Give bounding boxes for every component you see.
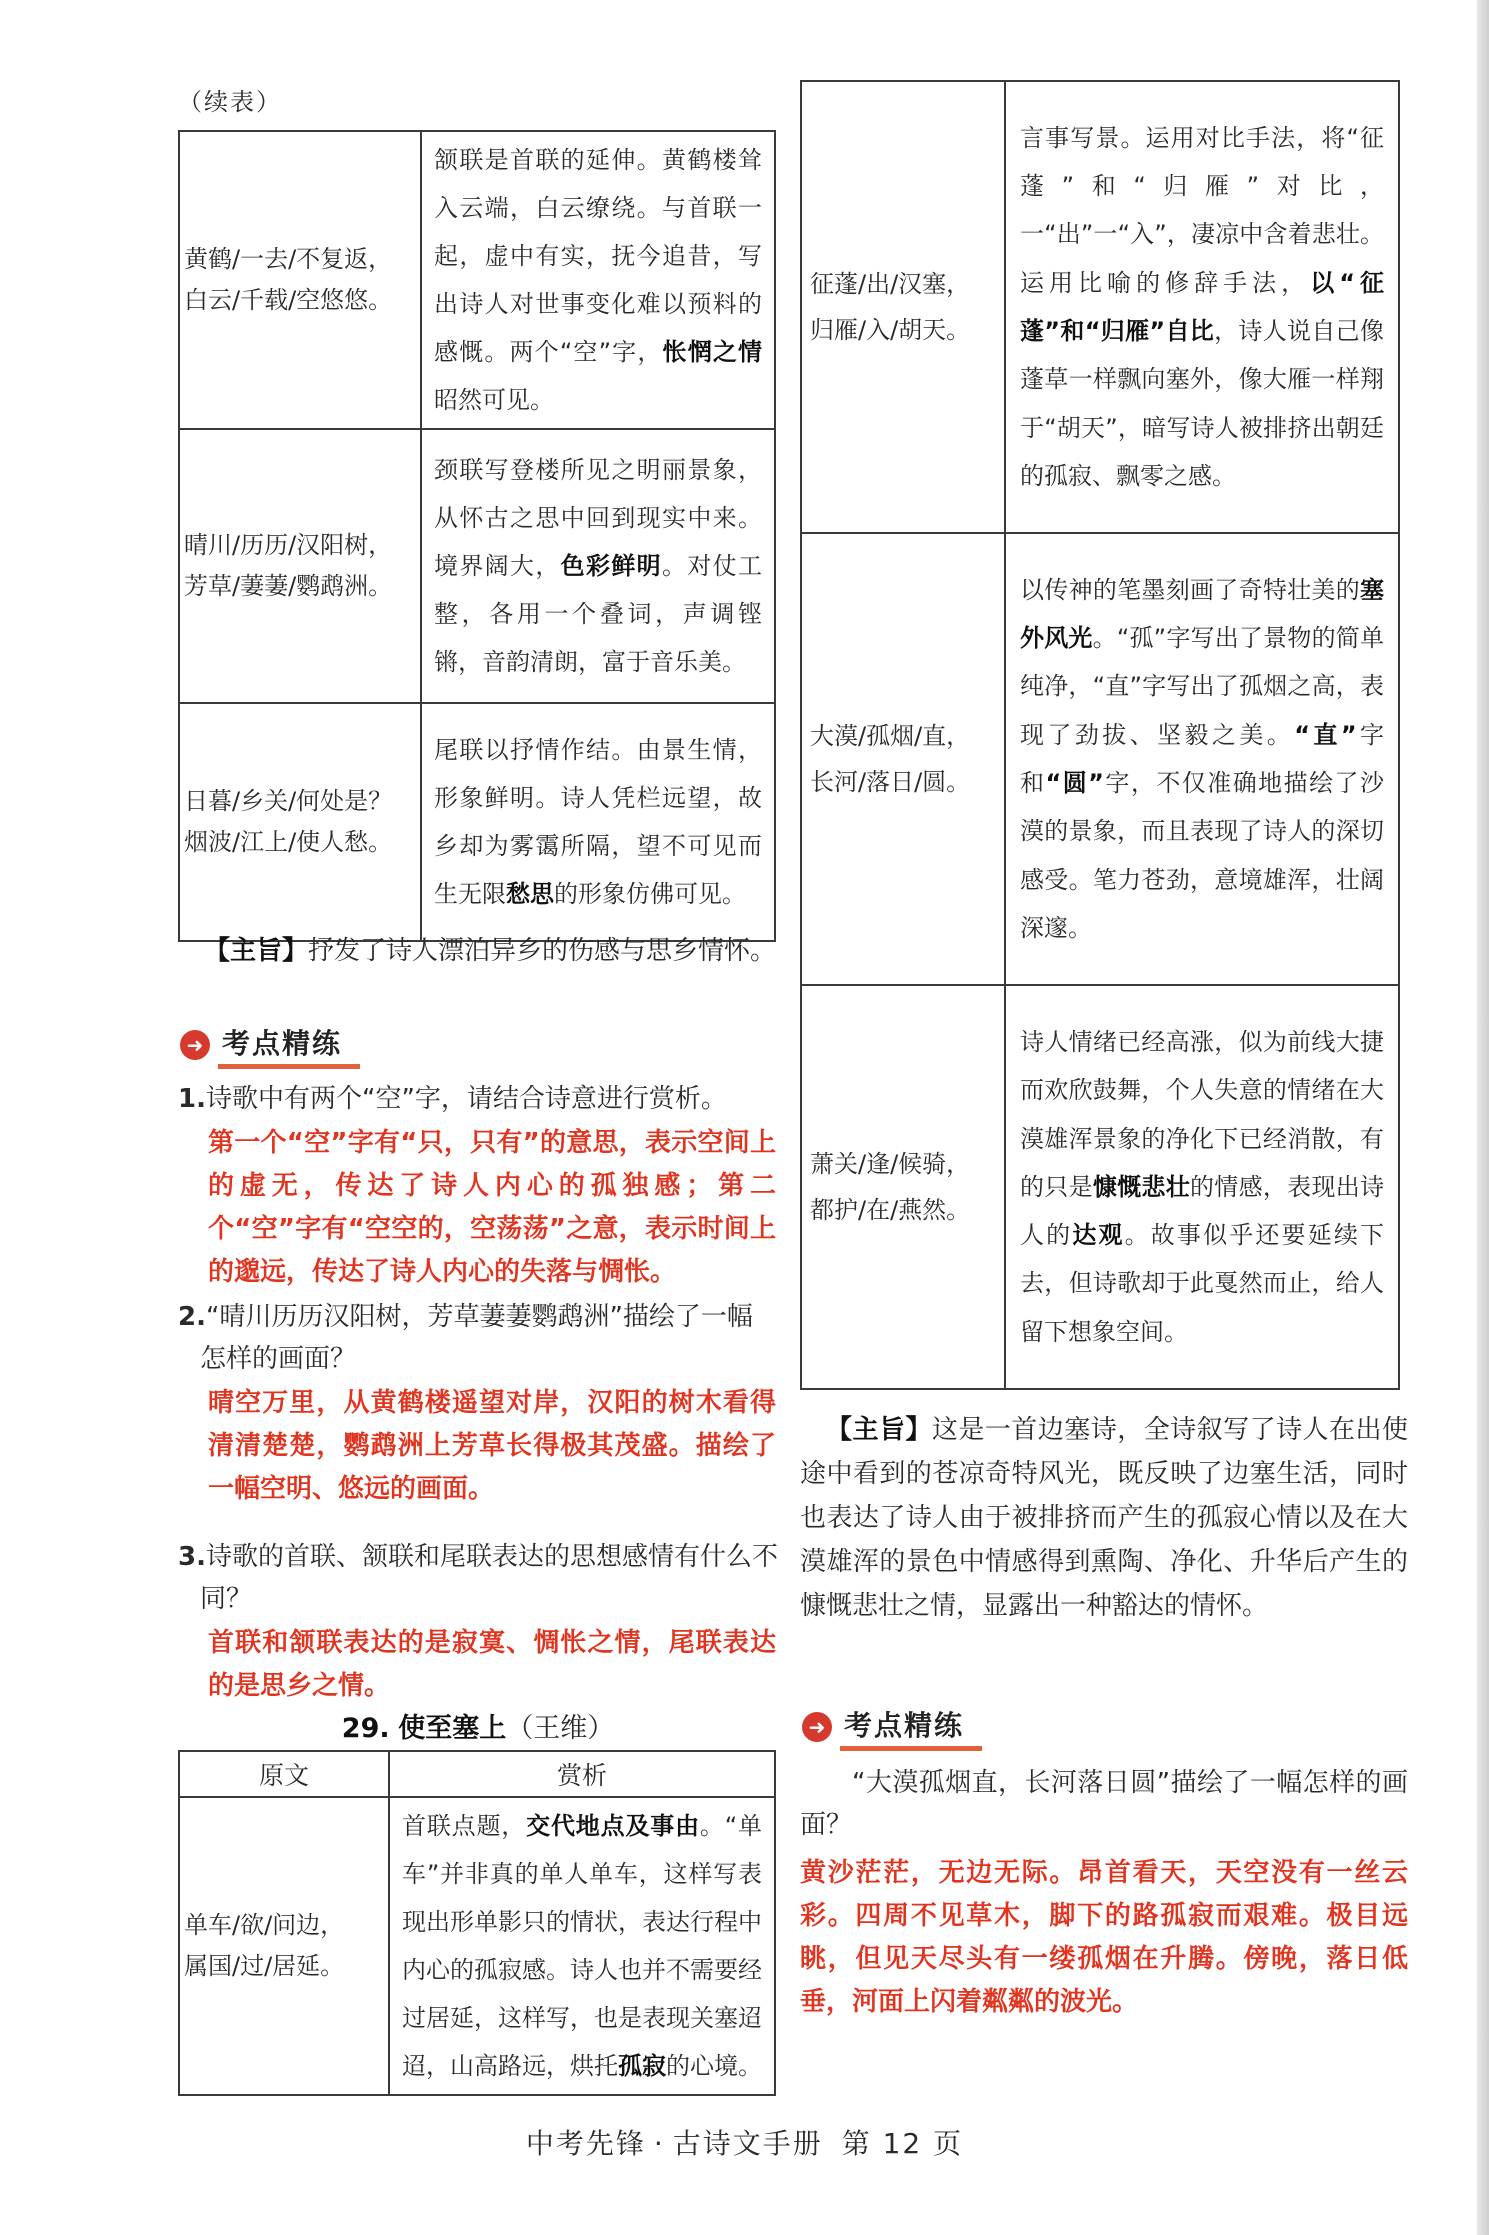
analysis-keyword: 塞外风光 (1020, 575, 1384, 653)
question: “大漠孤烟直，长河落日圆”描绘了一幅怎样的画面？ (800, 1768, 1408, 1840)
poem-line-cell (801, 81, 1005, 533)
question-number: 3. (178, 1542, 206, 1572)
question-text: 诗歌中有两个“空”字，请结合诗意进行赏析。 (205, 1084, 727, 1114)
answer-3: 首联和颔联表达的是寂寞、惆怅之情，尾联表达的是思乡之情。 (208, 1628, 776, 1701)
analysis-text: 昭然可见。 (434, 386, 554, 414)
poem-author: （王维） (506, 1713, 615, 1744)
shizhisaishang-table-continued (800, 80, 1400, 1390)
analysis-cell (1005, 533, 1399, 985)
poem-line: 晴川/历历/汉阳树， (184, 531, 393, 559)
poem-line-cell (179, 703, 421, 941)
continued-label: （续表） (178, 88, 282, 116)
analysis-cell (1005, 81, 1399, 533)
answer-1: 第一个“空”字有“只，只有”的意思，表示空间上的虚无，传达了诗人内心的孤独感；第二个“空”字有“空空的，空荡荡”之意，表示时间上的邈远，传达了诗人内心的失落与惆怅。 (208, 1128, 776, 1287)
table-header-row (179, 1751, 775, 1797)
analysis-text: 字和 (1020, 720, 1385, 797)
page-number: 第 12 页 (841, 2127, 964, 2160)
poem-line: 黄鹤/一去/不复返， (184, 245, 393, 273)
question-number: 1. (178, 1084, 206, 1114)
analysis-keyword: 交代地点及事由 (526, 1812, 700, 1840)
page-spine-shadow (1477, 0, 1489, 2235)
poem-line: 大漠/孤烟/直， (810, 722, 971, 750)
header-analysis: 赏析 (389, 1751, 775, 1797)
table-row (801, 533, 1399, 985)
question-text: “晴川历历汉阳树，芳草萋萋鹦鹉洲”描绘了一幅怎样的画面？ (200, 1302, 753, 1374)
analysis-cell (389, 1797, 775, 2095)
theme-label: 【主旨】 (826, 1415, 932, 1445)
section-title: 考点精练 (840, 1704, 982, 1751)
analysis-keyword: “直” (1294, 720, 1357, 749)
analysis-text: ，诗人说自己像蓬草一样飘向塞外，像大雁一样翔于“胡天”，暗写诗人被排挤出朝廷的孤寂、飘零之感。 (1020, 317, 1384, 490)
analysis-keyword: 达观 (1072, 1221, 1125, 1250)
answer: 黄沙茫茫，无边无际。昂首看天，天空没有一丝云彩。四周不见草木，脚下的路孤寂而艰难。极目远眺，但见天尽头有一缕孤烟在升腾。傍晚，落日低垂，河面上闪着粼粼的波光。 (800, 1858, 1408, 2017)
poem-line: 长河/落日/圆。 (810, 768, 971, 796)
theme-paragraph (800, 1408, 1408, 1628)
theme-text: 这是一首边塞诗，全诗叙写了诗人在出使途中看到的苍凉奇特风光，既反映了边塞生活，同时也表达了诗人由于被排挤而产生的孤寂心情以及在大漠雄浑的景色中情感得到熏陶、净化、升华后产生的慷慨悲壮之情，显露出一种豁达的情怀。 (800, 1415, 1408, 1621)
poem-line: 烟波/江上/使人愁。 (184, 828, 393, 856)
analysis-keyword: 怅惘之情 (662, 338, 763, 366)
analysis-text: 的情感，表现出诗人的 (1020, 1172, 1385, 1250)
poem-line: 征蓬/出/汉塞， (810, 270, 971, 298)
question-2 (178, 1296, 778, 1380)
answer-2: 晴空万里，从黄鹤楼遥望对岸，汉阳的树木看得清清楚楚，鹦鹉洲上芳草长得极其茂盛。描绘了一幅空明、悠远的画面。 (208, 1388, 776, 1504)
footer-book: 古诗文手册 (672, 2127, 823, 2160)
poem-line: 日暮/乡关/何处是？ (184, 787, 393, 815)
analysis-text: 的心境。 (666, 2052, 762, 2080)
poem-line-cell (179, 131, 421, 429)
section-header-practice (802, 1706, 982, 1748)
question-3 (178, 1536, 778, 1620)
poem-line: 都护/在/燕然。 (810, 1196, 971, 1224)
theme-label: 【主旨】 (204, 936, 309, 966)
poem-line-cell (801, 985, 1005, 1389)
table-row (179, 1797, 775, 2095)
analysis-keyword: “圆” (1045, 769, 1104, 797)
poem-name: 使至塞上 (398, 1713, 507, 1744)
analysis-keyword: 慷慨悲壮 (1092, 1172, 1191, 1201)
poem-line: 白云/千载/空悠悠。 (184, 286, 393, 314)
arrow-icon: ➜ (802, 1712, 832, 1742)
analysis-cell (421, 131, 775, 429)
analysis-keyword: 孤寂 (618, 2052, 666, 2080)
table-row (179, 131, 775, 429)
poem-line-cell (801, 533, 1005, 985)
header-original: 原文 (179, 1751, 389, 1797)
question-number: 2. (178, 1302, 206, 1332)
question-text: 诗歌的首联、颔联和尾联表达的思想感情有什么不同？ (200, 1542, 778, 1614)
analysis-text: 以传神的笔墨刻画了奇特壮美的 (1020, 575, 1360, 604)
huanghelou-table-continued (178, 130, 776, 942)
analysis-text: 诗人情绪已经高涨，似为前线大捷而欢欣鼓舞，个人失意的情绪在大漠雄浑景象的净化下已经消散，有的只是 (1020, 1027, 1384, 1201)
shizhisaishang-table (178, 1750, 776, 2096)
analysis-text: 。对仗工整，各用一个叠词，声调铿锵，音韵清朗，富于音乐美。 (434, 552, 763, 676)
analysis-text: 。“单车”并非真的单人单车，这样写表现出形单影只的情状，表达行程中内心的孤寂感。诗人也并不需要经过居延，这样写，也是表现关塞迢迢，山高路远，烘托 (402, 1812, 763, 2080)
theme-paragraph (178, 930, 778, 972)
poem-line: 芳草/萋萋/鹦鹉洲。 (184, 572, 393, 600)
page-footer (0, 2122, 1489, 2162)
arrow-icon: ➜ (180, 1030, 210, 1060)
table-row (801, 985, 1399, 1389)
section-header-practice (180, 1024, 360, 1066)
analysis-text: 言事写景。运用对比手法，将“征蓬”和“归雁”对比，一“出”一“入”，凄凉中含着悲壮。运用比喻的修辞手法， (1020, 123, 1384, 297)
poem-line-cell (179, 1797, 389, 2095)
analysis-cell (1005, 985, 1399, 1389)
analysis-text: 颔联是首联的延伸。黄鹤楼耸入云端，白云缭绕。与首联一起，虚中有实，抚今追昔，写出诗人对世事变化难以预料的感慨。两个“空”字， (434, 146, 762, 366)
table-row (801, 81, 1399, 533)
poem-line: 单车/欲/问边， (184, 1911, 345, 1939)
analysis-text: 。“孤”字写出了景物的简单纯净，“直”字写出了孤烟之高，表现了劲拔、坚毅之美。 (1020, 624, 1384, 749)
analysis-keyword: 色彩鲜明 (560, 552, 663, 580)
table-row (179, 703, 775, 941)
analysis-text: 。故事似乎还要延续下去，但诗歌却于此戛然而止，给人留下想象空间。 (1020, 1221, 1385, 1346)
section-title: 考点精练 (218, 1022, 360, 1069)
poem-line: 归雁/入/胡天。 (810, 316, 971, 344)
theme-text: 抒发了诗人漂泊异乡的伤感与思乡情怀。 (308, 936, 777, 966)
poem-line-cell (179, 429, 421, 703)
table-row (179, 429, 775, 703)
analysis-text: 颈联写登楼所见之明丽景象，从怀古之思中回到现实中来。境界阔大， (434, 456, 762, 580)
question-1 (178, 1078, 778, 1120)
footer-brand: 中考先锋 (525, 2127, 646, 2160)
poem-number: 29. (341, 1713, 390, 1744)
analysis-keyword: 愁思 (506, 880, 554, 908)
poem-title (178, 1706, 778, 1745)
analysis-keyword: 以“征蓬”和“归雁”自比 (1020, 268, 1384, 345)
analysis-text: 字，不仅准确地描绘了沙漠的景象，而且表现了诗人的深切感受。笔力苍劲，意境雄浑，壮阔深邃。 (1020, 769, 1385, 942)
analysis-text: 首联点题， (402, 1812, 527, 1840)
poem-line: 萧关/逢/候骑， (810, 1150, 971, 1178)
poem-line: 属国/过/居延。 (184, 1952, 345, 1980)
analysis-cell (421, 429, 775, 703)
analysis-text: 尾联以抒情作结。由景生情，形象鲜明。诗人凭栏远望，故乡却为雾霭所隔，望不可见而生无限 (434, 736, 762, 908)
footer-dot: · (653, 2127, 665, 2160)
analysis-text: 的形象仿佛可见。 (554, 880, 746, 908)
analysis-cell (421, 703, 775, 941)
